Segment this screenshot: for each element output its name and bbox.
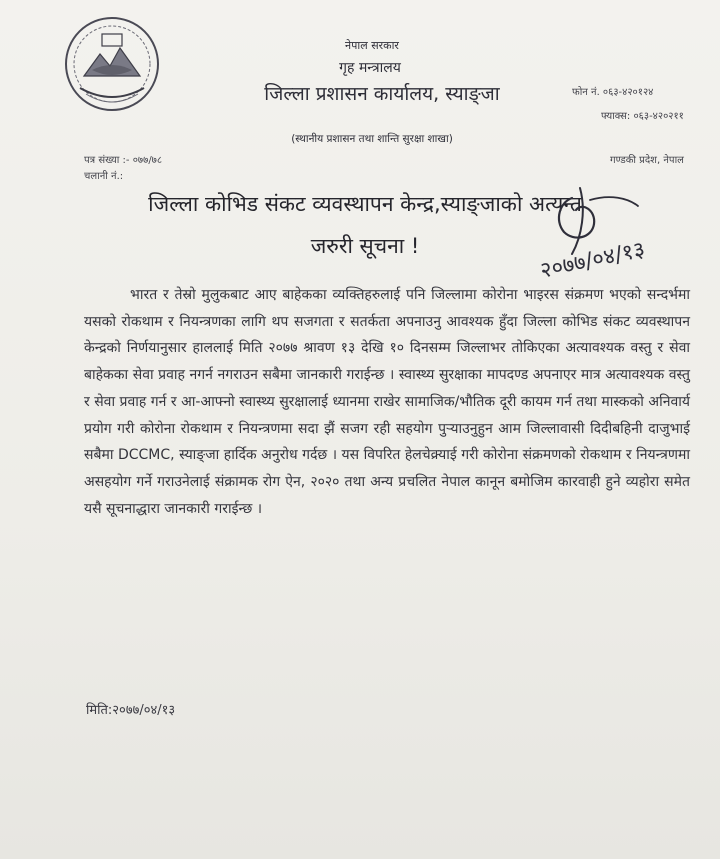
fax-number: फ्याक्स: ०६३-४२०२११ <box>601 111 684 122</box>
notice-body: भारत र तेस्रो मुलुकबाट आए बाहेकका व्यक्तिहरुलाई पनि जिल्लामा कोरोना भाइरस संक्रमण भएको सन्दर्भमा यसको रोकथाम र नियन्त्रणका लागि थप सजगता र सतर्कता अपनाउनु आवश्यक हुँदा जिल्ला कोभिड संकट व्यवस्थापन केन्द्रको निर्णयानुसार हाललाई मिति २०७७ श्रावण १३ देखि १० दिनसम्म जिल्लाभर तोकिएका अत्यावश्यक वस्तु र सेवा बाहेकका सेवा प्रवाह नगर्न नगराउन सबैमा जानकारी गराईन्छ । स्वास्थ्य सुरक्षाका मापदण्ड अपनाएर मात्र अत्यावश्यक वस्तु र सेवा प्रवाह गर्न र आ-आफ्नो स्वास्थ्य सुरक्षालाई ध्यानमा राखेर सामाजिक/भौतिक दूरी कायम गर्न तथा मास्कको अनिवार्य प्रयोग गरी कोरोना रोकथाम र नियन्त्रणमा सदा झैं सजग रही सहयोग पुऱ्याउनुहुन आम जिल्लावासी दिदीबहिनी दाजुभाई सबैमा DCCMC, स्याङ्जा हार्दिक अनुरोध गर्दछ । यस विपरित हेलचेक्र्याई गरी कोरोना संक्रमणको रोकथाम र नियन्त्रणमा असहयोग गर्ने गराउनेलाई संक्रामक रोग ऐन, २०२० तथा अन्य प्रचलित नेपाल कानून बमोजिम कारवाही हुने व्यहोरा समेत यसै सूचनाद्धारा जानकारी गराईन्छ । <box>84 287 690 517</box>
issue-date: मिति:२०७७/०४/१३ <box>86 703 176 718</box>
notice-title-line-2: जरुरी सूचना ! <box>310 234 420 258</box>
ministry-name: गृह मन्त्रालय <box>339 60 401 76</box>
province-name: गण्डकी प्रदेश, नेपाल <box>610 155 684 166</box>
notice-title-line-1: जिल्ला कोभिड संकट व्यवस्थापन केन्द्र,स्याङ्जाको अत्यन्त <box>148 192 582 216</box>
office-name: जिल्ला प्रशासन कार्यालय, स्याङ्जा <box>264 83 500 105</box>
letter-number: पत्र संख्या :- ०७७/७८ <box>84 155 163 166</box>
handwritten-date: २०७७/०४/१३ <box>538 237 648 284</box>
dispatch-number: चलानी नं.: <box>84 171 124 182</box>
government-name: नेपाल सरकार <box>345 39 399 52</box>
section-name: (स्थानीय प्रशासन तथा शान्ति सुरक्षा शाखा) <box>291 133 453 145</box>
phone-number: फोन नं. ०६३-४२०१२४ <box>572 87 654 98</box>
